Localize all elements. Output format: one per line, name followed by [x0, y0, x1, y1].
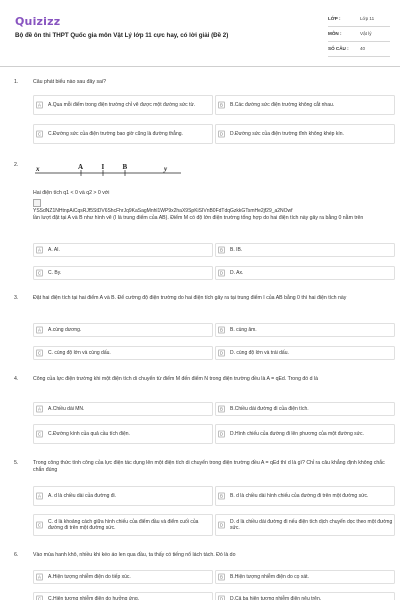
option-text: C. By.	[48, 269, 62, 276]
label-x: x	[36, 165, 40, 173]
option-text: D. d là chiều dài đường đi nếu điện tích dịch chuyển dọc theo một đường sức.	[230, 518, 393, 531]
option-letter: A	[36, 493, 43, 500]
option-text: C. d là khoảng cách giữa hình chiếu của điểm đầu và điểm cuối của đường đi trên một đường sức.	[48, 518, 199, 531]
option-letter: A	[36, 102, 43, 109]
option-text: D.Hình chiếu của đường đi lên phương của một đường sức.	[230, 430, 364, 437]
meta-divider	[328, 26, 390, 27]
option-text: C.Hiện tượng nhiễm điện do hưởng ứng.	[48, 595, 140, 600]
option-d[interactable]	[215, 266, 395, 280]
option-letter: D	[219, 270, 224, 276]
option-c[interactable]	[33, 266, 213, 280]
meta-grade-value: Lớp 11	[360, 16, 375, 21]
option-text: B. d là chiều dài hình chiếu của đường đi trên một đường sức.	[230, 492, 369, 499]
option-d[interactable]	[215, 346, 395, 360]
option-letter: B	[218, 574, 225, 581]
option-text: D.Cả ba hiện tượng nhiễm điện nêu trên.	[230, 595, 322, 600]
option-text: D. cùng độ lớn và trái dấu.	[230, 349, 289, 356]
meta-subject-label: MÔN :	[328, 31, 342, 36]
option-text: B.Chiều dài đường đi của điện tích.	[230, 405, 309, 412]
question-text-intro: Hai điện tích q1 < 0 và q2 > 0 với	[33, 190, 110, 196]
option-c[interactable]	[33, 424, 213, 444]
option-text: A.Qua mỗi điểm trong điện trường chỉ vẽ được một đường sức từ.	[48, 101, 196, 108]
option-text: B.Các đường sức điện trường không cắt nhau.	[230, 101, 335, 108]
option-a[interactable]	[33, 486, 213, 506]
option-letter: D	[219, 522, 224, 528]
option-text: D.Đường sức của điện trường tĩnh không khép kín.	[230, 130, 344, 137]
option-letter: A	[36, 406, 43, 413]
question-number: 3.	[14, 295, 19, 301]
option-letter: B	[218, 327, 225, 334]
option-b[interactable]	[215, 486, 395, 506]
question-number: 6.	[14, 552, 19, 558]
question-number: 1.	[14, 79, 19, 85]
label-y: y	[164, 165, 168, 173]
question-number: 4.	[14, 376, 19, 382]
option-letter: B	[218, 247, 225, 254]
question-text: Đặt hai điện tích tại hai điểm A và B. Để cường độ điện trường do hai điện tích gây ra tại trung điểm I của AB bằng 0 thì hai điện tích này	[33, 295, 347, 301]
option-c[interactable]	[33, 346, 213, 360]
option-text: C. cùng độ lớn và cùng dấu.	[48, 349, 111, 356]
option-text: C.Đường sức của điện trường bao giờ cũng là đường thẳng.	[48, 130, 183, 137]
worksheet-title: Bộ đề ôn thi THPT Quốc gia môn Vật Lý lớp 11 cực hay, có lời giải (Đề 2)	[15, 32, 229, 39]
label-b: B	[122, 163, 128, 171]
option-text: A. d là chiều dài của đường đi.	[48, 492, 117, 499]
option-b[interactable]	[215, 323, 395, 337]
option-text: C.Đường kính của quả cầu tích điện.	[48, 430, 130, 437]
option-letter: A	[36, 327, 43, 334]
option-letter: C	[37, 522, 42, 528]
question-text: Công của lực điện trường khi một điện tích di chuyển từ điểm M đến điểm N trong điện trường đều là A = qEd. Trong đó d là	[33, 376, 318, 382]
option-letter: B	[218, 406, 225, 413]
meta-subject	[328, 29, 390, 40]
meta-grade	[328, 14, 390, 25]
label-i: I	[101, 163, 105, 171]
option-letter: C	[37, 131, 42, 137]
question-number: 5.	[14, 460, 19, 466]
image-alt-text: YSSdNZ1NHtnpAiCqsRJf5StDV6ShcFhrJq9KaSagMnhl1WP9x2haX9SpKiSIVnB0FdTdqGzkkGTsmHe2jf29_a2NOwf	[33, 208, 293, 214]
option-a[interactable]	[33, 323, 213, 337]
option-b[interactable]	[215, 243, 395, 257]
question-number: 2.	[14, 162, 19, 168]
label-a: A	[78, 163, 84, 171]
meta-grade-label: LỚP :	[328, 16, 341, 21]
option-letter: C	[37, 270, 42, 276]
option-letter: B	[218, 493, 225, 500]
option-a[interactable]	[33, 402, 213, 416]
option-d[interactable]	[215, 424, 395, 444]
figure-axis-diagram	[33, 162, 183, 180]
option-letter: D	[219, 431, 224, 437]
option-text: B. IB.	[230, 246, 243, 253]
worksheet-header	[0, 0, 400, 66]
option-letter: C	[37, 350, 42, 356]
option-text: A.Chiều dài MN.	[48, 405, 85, 412]
option-letter: A	[36, 574, 43, 581]
option-d[interactable]	[215, 514, 395, 536]
question-text: Vào mùa hanh khô, nhiều khi kéo áo len qua đầu, ta thấy có tiếng nổ lách tách. Đó là do	[33, 552, 236, 558]
option-b[interactable]	[215, 570, 395, 584]
option-text: B. cùng âm.	[230, 326, 257, 333]
option-letter: D	[218, 596, 225, 600]
option-letter: C	[37, 431, 42, 437]
option-letter: C	[36, 596, 43, 600]
option-a[interactable]	[33, 95, 213, 115]
option-text: B.Hiện tượng nhiễm điện do cọ xát.	[230, 573, 309, 580]
option-b[interactable]	[215, 402, 395, 416]
option-text: A.Hiện tượng nhiễm điện do tiếp xúc.	[48, 573, 131, 580]
option-text: A.cùng dương.	[48, 326, 82, 333]
meta-count-label: SỐ CÂU :	[328, 46, 349, 51]
quizizz-logo: Quizizz	[15, 15, 61, 28]
option-text: A. AI.	[48, 246, 60, 253]
question-text: lần lượt đặt tại A và B như hình vẽ (I là trung điểm của AB). Điểm M có độ lớn điện trường tổng hợp do hai điện tích này gây ra bằng 0 nằm trên	[33, 215, 364, 221]
meta-divider	[328, 41, 390, 42]
option-c[interactable]	[33, 514, 213, 536]
question-text: Câu phát biểu nào sau đây sai?	[33, 79, 106, 85]
option-c[interactable]	[33, 124, 213, 144]
option-letter: A	[36, 247, 43, 254]
option-c[interactable]	[33, 592, 213, 600]
option-letter: D	[219, 350, 224, 356]
broken-image-icon	[33, 199, 41, 207]
meta-count	[328, 44, 390, 55]
option-b[interactable]	[215, 95, 395, 115]
question-text: Trong công thức tính công của lực điện tác dụng lên một điện tích di chuyển trong điện trường đều A = qEd thì d là gì? Chỉ ra câu khẳng định không chắc chắn đúng	[33, 460, 385, 473]
header-divider	[0, 66, 400, 67]
meta-count-value: 40	[360, 46, 366, 51]
option-letter: B	[218, 102, 225, 109]
option-d[interactable]	[215, 124, 395, 144]
option-d[interactable]	[215, 592, 395, 600]
option-a[interactable]	[33, 570, 213, 584]
meta-subject-value: Vật lý	[360, 31, 372, 36]
option-text: D. Ax.	[230, 269, 244, 276]
meta-divider	[328, 56, 390, 57]
option-letter: D	[219, 131, 224, 137]
option-a[interactable]	[33, 243, 213, 257]
